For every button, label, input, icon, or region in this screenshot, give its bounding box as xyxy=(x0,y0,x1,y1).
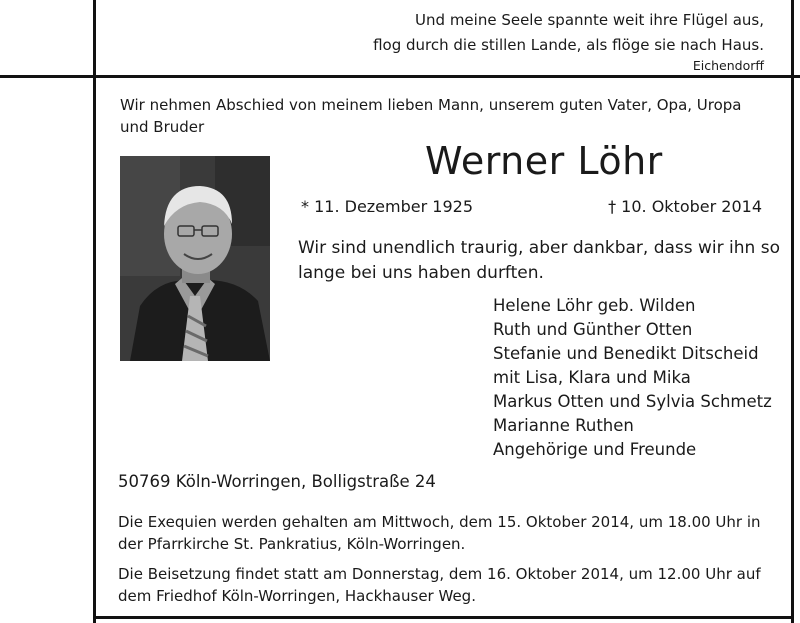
exequien-line-2: der Pfarrkirche St. Pankratius, Köln-Worringen. xyxy=(118,535,466,553)
burial-line-2: dem Friedhof Köln-Worringen, Hackhauser Weg. xyxy=(118,587,476,605)
intro-line-1: Wir nehmen Abschied von meinem lieben Mann, unserem guten Vater, Opa, Uropa xyxy=(120,96,742,114)
family-member: Ruth und Günther Otten xyxy=(493,320,693,339)
portrait-photo xyxy=(120,156,270,361)
family-member: mit Lisa, Klara und Mika xyxy=(493,368,691,387)
message-line-2: lange bei uns haben durften. xyxy=(298,263,544,283)
family-member: Angehörige und Freunde xyxy=(493,440,697,459)
birth-date: * 11. Dezember 1925 xyxy=(301,197,473,216)
family-member: Helene Löhr geb. Wilden xyxy=(493,296,696,315)
address: 50769 Köln-Worringen, Bolligstraße 24 xyxy=(118,472,436,491)
message-line-1: Wir sind unendlich traurig, aber dankbar, dass wir ihn so xyxy=(298,238,780,258)
intro-line-2: und Bruder xyxy=(120,118,205,136)
family-member: Stefanie und Benedikt Ditscheid xyxy=(493,344,759,363)
family-member: Markus Otten und Sylvia Schmetz xyxy=(493,392,772,411)
quote-author: Eichendorff xyxy=(692,58,764,73)
family-member: Marianne Ruthen xyxy=(493,416,634,435)
deceased-name: Werner Löhr xyxy=(425,139,663,183)
bottom-border-line xyxy=(93,616,794,619)
right-border-line xyxy=(791,0,794,623)
death-date: † 10. Oktober 2014 xyxy=(608,197,762,216)
top-divider-line xyxy=(0,75,800,78)
quote-line-1: Und meine Seele spannte weit ihre Flügel aus, xyxy=(415,11,764,29)
quote-line-2: flog durch die stillen Lande, als flöge sie nach Haus. xyxy=(373,36,764,54)
left-border-line xyxy=(93,0,96,623)
burial-line-1: Die Beisetzung findet statt am Donnerstag, dem 16. Oktober 2014, um 12.00 Uhr auf xyxy=(118,565,761,583)
exequien-line-1: Die Exequien werden gehalten am Mittwoch, dem 15. Oktober 2014, um 18.00 Uhr in xyxy=(118,513,761,531)
